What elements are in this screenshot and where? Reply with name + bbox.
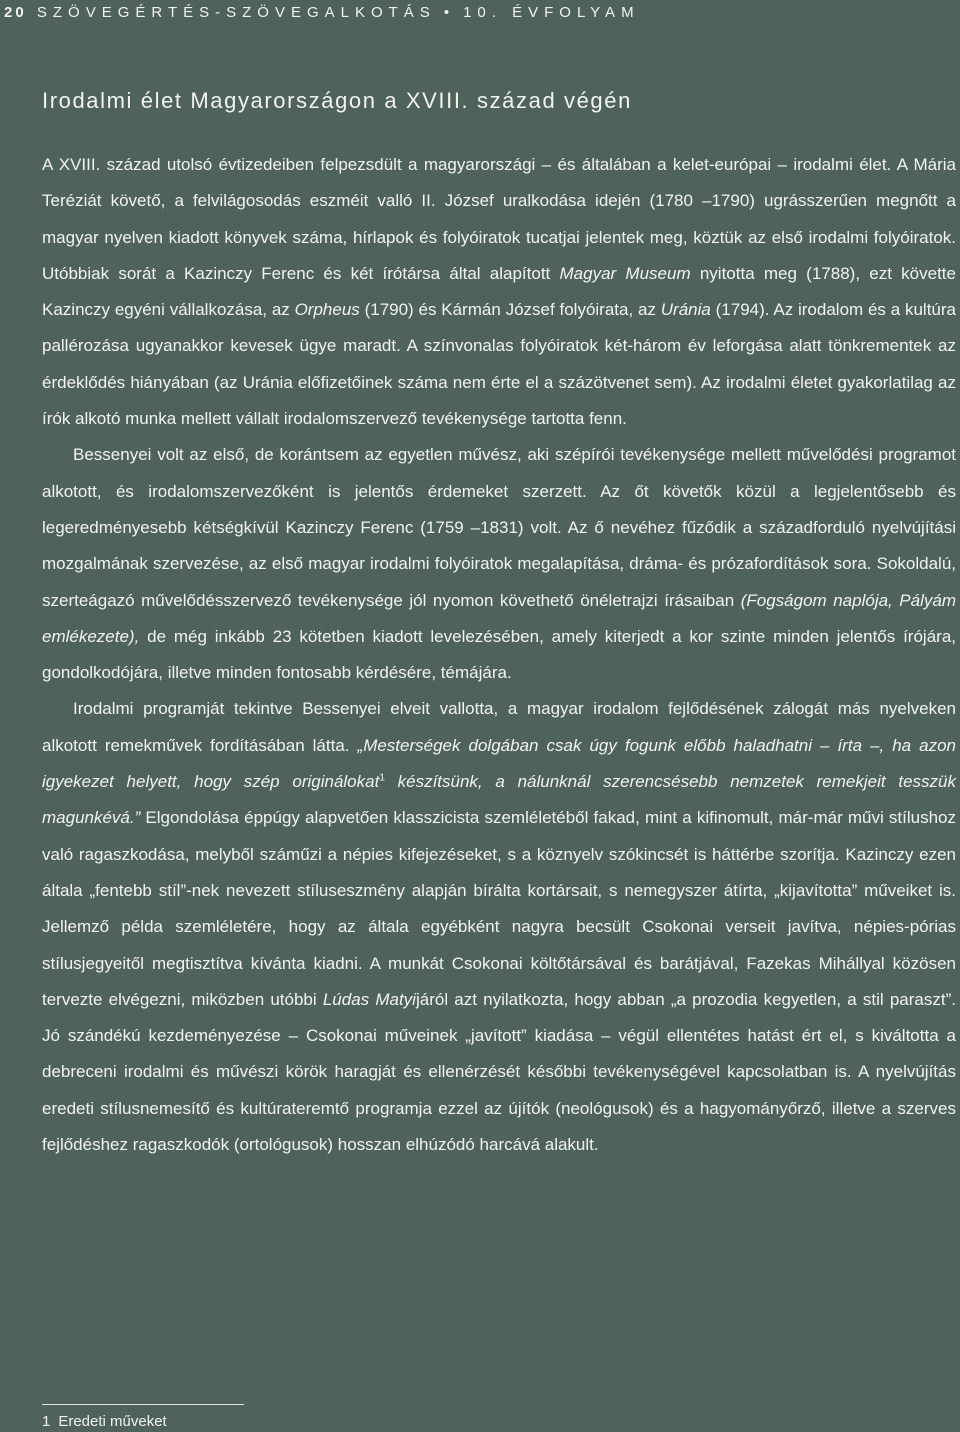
footnote [42,1413,167,1430]
paragraph-3 [42,691,956,1163]
text-run: (1794). Az irodalom és a kultúra pallérozása ugyanakkor kevesek ügye maradt. A színvonalas folyóiratok két-három év leforgása alatt tönkrementek az érdeklődés hiányában (az Uránia előfizetőinek száma nem érte el a százötvenet sem). Az irodalmi életet gyakorlatilag az írók alkotó munka mellett vállalt irodalomszervező tevékenysége tartotta fenn. [42,300,956,429]
text-run: A XVIII. század utolsó évtizedeiben felpezsdült a magyarországi – és általában a kelet-európai – irodalmi élet. A Mária Teréziát követő, a felvilágosodás eszméit valló II. József uralkodása idején (1780 –1790) ugrásszerűen megnőtt a magyar nyelven kiadott könyvek száma, hírlapok és folyóiratok tucatjai jelentek meg, köztük az első irodalmi folyóiratok. Utóbbiak sorát a Kazinczy Ferenc és két írótársa által alapított [42,155,956,283]
paragraph-1 [42,147,956,437]
text-run: Irodalmi programját tekintve Bessenyei elveit vallotta, a magyar irodalom fejlődésének zálogát más nyelveken alkotott remekművek fordításában látta. [42,699,956,755]
text-run: nyitotta meg (1788), ezt követte Kazinczy egyéni vállalkozása, az [42,263,956,320]
page-title: Irodalmi élet Magyarországon a XVIII. század végén [42,88,632,113]
book-title: SZÖVEGÉRTÉS-SZÖVEGALKOTÁS [36,4,436,21]
footnote-text: Eredeti műveket [58,1413,167,1430]
text-run: Bessenyei volt az első, de korántsem az egyetlen művész, aki szépírói tevékenysége mellett művelődési programot alkotott, és irodalomszervezőként is jelentős érdemeket szerzett. Az őt követők közül a legjelentősebb és legeredményesebb kétségkívül Kazinczy Ferenc (1759 –1831) volt. Az ő nevéhez fűződik a századforduló nyelvújítási mozgalmának szervezése, az első magyar irodalmi folyóiratok megalapítása, dráma- és prózafordítások sora. Sokoldalú, szerteágazó művelődésszervező tevékenysége jól nyomon követhető önéletrajzi írásaiban [42,445,956,610]
text-run: Elgondolása éppúgy alapvetően klasszicista szemléletéből fakad, mint a kifinomult, már-már művi stílushoz való ragaszkodása, melyből száműzi a népies kifejezéseket, s a köznyelv szókincsét is háttérbe szorítja. Kazinczy ezen általa „fentebb stíl”-nek nevezett stíluseszmény alapján bírálta kortársait, s nemegyszer átírta, „kijavította” műveiket is. Jellemző példa szemléletére, hogy az általa egyébként nagyra becsült Csokonai verseit javítva, népies-pórias stílusjegyeitől megtisztítva kívánta kiadni. A munkát Csokonai költőtársával és barátjával, Fazekas Mihállyal közösen tervezte elvégezni, miközben utóbbi [42,808,956,1009]
footnote-divider [42,1404,244,1405]
paragraph-2 [42,437,956,691]
page-number: 20 [4,4,27,21]
footnote-reference: 1 [379,772,385,784]
grade-label: 10. ÉVFOLYAM [463,4,640,21]
italic-text: Magyar Museum [559,263,691,283]
footnote-number: 1 [42,1413,51,1430]
text-run: (1790) és Kármán József folyóirata, az [359,300,661,320]
text-run: de még inkább 23 kötetben kiadott levelezésében, amely kiterjedt a kor szinte minden jelentős írójára, gondolkodójára, illetve minden fontosabb kérdésére, témájára. [42,626,956,683]
italic-text: készítsünk, a nálunknál szerencsésebb nemzetek remekjeit tesszük magunkévá.” [42,772,956,828]
italic-text: „Mesterségek dolgában csak úgy fogunk előbb haladhatni – írta –, ha azon igyekezet helyett, hogy szép originálokat [42,735,957,792]
italic-text: Uránia [660,300,711,320]
body-text [42,147,956,1163]
text-run: járól azt nyilatkozta, hogy abban „a prozodia kegyetlen, a stil paraszt”. Jó szándékú kezdeményezése – Csokonai műveinek „javított” kiadása – végül ellentétes hatást ért el, s kiváltotta a debreceni irodalmi és művészi körök haragját és ellenérzését későbbi tevékenységével kapcsolatban is. A nyelvújítás eredeti stílusnemesítő és kultúrateremtő programja ezzel az újítók (neológusok) és a hagyományőrző, illetve a szerves fejlődéshez ragaszkodók (ortológusok) hosszan elhúzódó harcává alakult. [42,989,956,1155]
italic-text: Lúdas Matyi [322,989,416,1009]
running-header [0,4,960,28]
italic-text: Orpheus [294,300,360,320]
header-separator: • [443,4,456,21]
italic-text: (Fogságom naplója, Pályám emlékezete), [42,590,956,646]
